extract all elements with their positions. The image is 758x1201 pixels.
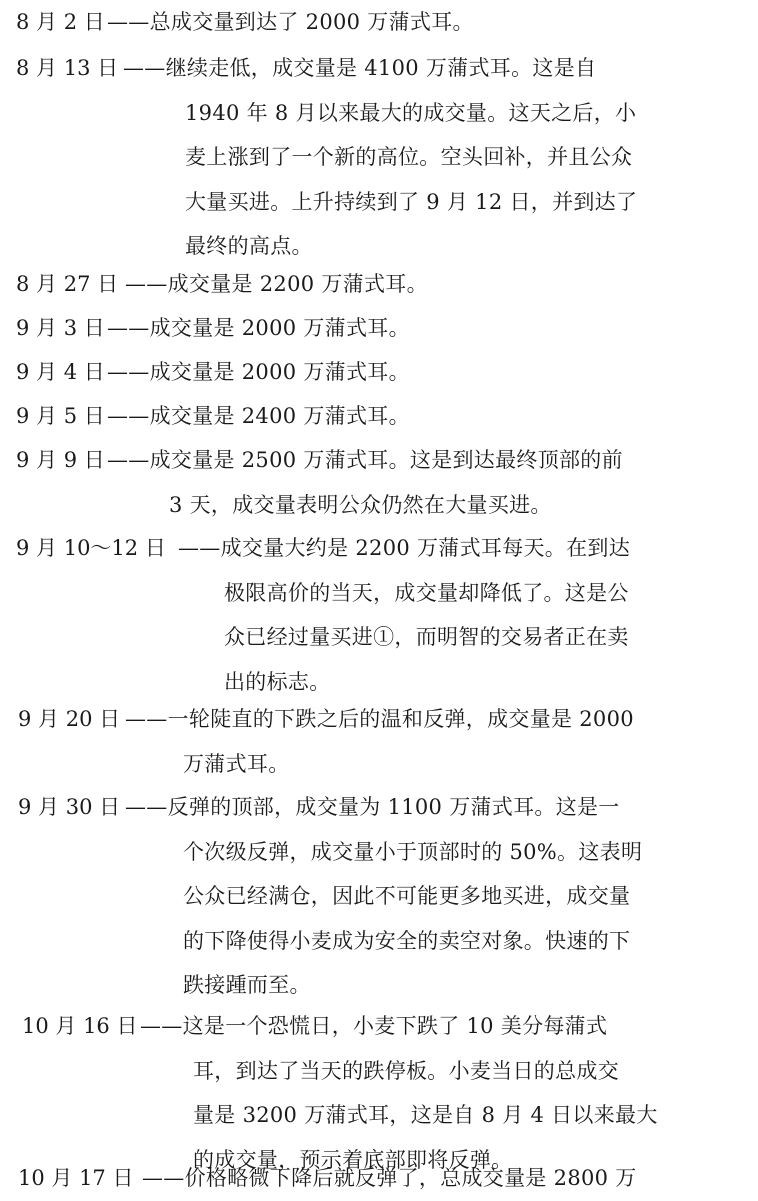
text-line: 极限高价的当天，成交量却降低了。这是公 [224, 580, 629, 605]
text-line: 出的标志。 [224, 669, 331, 694]
entry-date: 9 月 20 日 [18, 707, 121, 731]
entry-text [142, 1156, 637, 1201]
text-line: 公众已经满仓，因此不可能更多地买进，成交量 [183, 884, 631, 908]
text-line: ——继续走低，成交量是 4100 万蒲式耳。这是自 [123, 56, 597, 80]
text-line: 个次级反弹，成交量小于顶部时的 50%。这表明 [183, 839, 643, 864]
entry-date: 10 月 16 日 [22, 1014, 138, 1038]
text-line: 大量买进。上升持续到了 9 月 12 日，并到达了 [185, 189, 638, 214]
entry-text [107, 306, 410, 351]
entry-text [107, 350, 410, 395]
text-line: 3 天，成交量表明公众仍然在大量买进。 [169, 492, 552, 517]
entry-date: 9 月 5 日 [16, 404, 105, 428]
entry-date: 9 月 30 日 [18, 795, 121, 819]
entry-date: 9 月 10～12 日 [16, 536, 166, 560]
text-line: ——成交量是 2400 万蒲式耳。 [107, 404, 410, 428]
text-line: ——总成交量到达了 2000 万蒲式耳。 [107, 10, 474, 34]
text-line: 万蒲式耳。 [183, 751, 290, 776]
text-line: 量是 3200 万蒲式耳，这是自 8 月 4 日以来最大 [193, 1103, 658, 1127]
entry-date: 8 月 27 日 [16, 272, 119, 296]
entry-text [107, 438, 623, 527]
entry-text [107, 0, 474, 45]
text-line: ——价格略微下降后就反弹了，总成交量是 2800 万 [142, 1166, 637, 1190]
text-line: ——成交量是 2000 万蒲式耳。 [107, 360, 410, 384]
text-line: ——成交量大约是 2200 万蒲式耳每天。在到达 [178, 536, 630, 560]
entry-date: 8 月 13 日 [16, 56, 119, 80]
entry-text [107, 394, 410, 439]
entry-date: 8 月 2 日 [16, 10, 105, 34]
text-line: 众已经过量买进①，而明智的交易者正在卖 [224, 625, 629, 649]
text-line: 最终的高点。 [185, 234, 313, 258]
text-line: ——一轮陡直的下跌之后的温和反弹，成交量是 2000 [125, 707, 634, 731]
entry-text [178, 526, 630, 704]
entry-date: 9 月 9 日 [16, 448, 105, 472]
text-line: ——反弹的顶部，成交量为 1100 万蒲式耳。这是一 [125, 795, 620, 819]
text-line: ——这是一个恐慌日，小麦下跌了 10 美分每蒲式 [140, 1014, 608, 1038]
entry-text [125, 785, 642, 1008]
text-line: 麦上涨到了一个新的高位。空头回补，并且公众 [185, 145, 633, 169]
text-line: 跌接踵而至。 [183, 973, 311, 997]
entry-text [125, 262, 428, 307]
text-line: ——成交量是 2200 万蒲式耳。 [125, 272, 428, 296]
text-line: ——成交量是 2000 万蒲式耳。 [107, 316, 410, 340]
entry-date: 9 月 3 日 [16, 316, 105, 340]
text-line: 耳，到达了当天的跌停板。小麦当日的总成交 [193, 1058, 619, 1083]
text-line: 的下降使得小麦成为安全的卖空对象。快速的下 [183, 928, 631, 953]
entry-date: 9 月 4 日 [16, 360, 105, 384]
entry-text [123, 46, 637, 269]
text-line: 的成交量，预示着底部即将反弹。 [193, 1147, 513, 1172]
entry-date: 10 月 17 日 [18, 1166, 134, 1190]
text-line: ——成交量是 2500 万蒲式耳。这是到达最终顶部的前 [107, 448, 623, 472]
entry-text [125, 697, 634, 786]
text-line: 1940 年 8 月以来最大的成交量。这天之后，小 [185, 100, 637, 125]
